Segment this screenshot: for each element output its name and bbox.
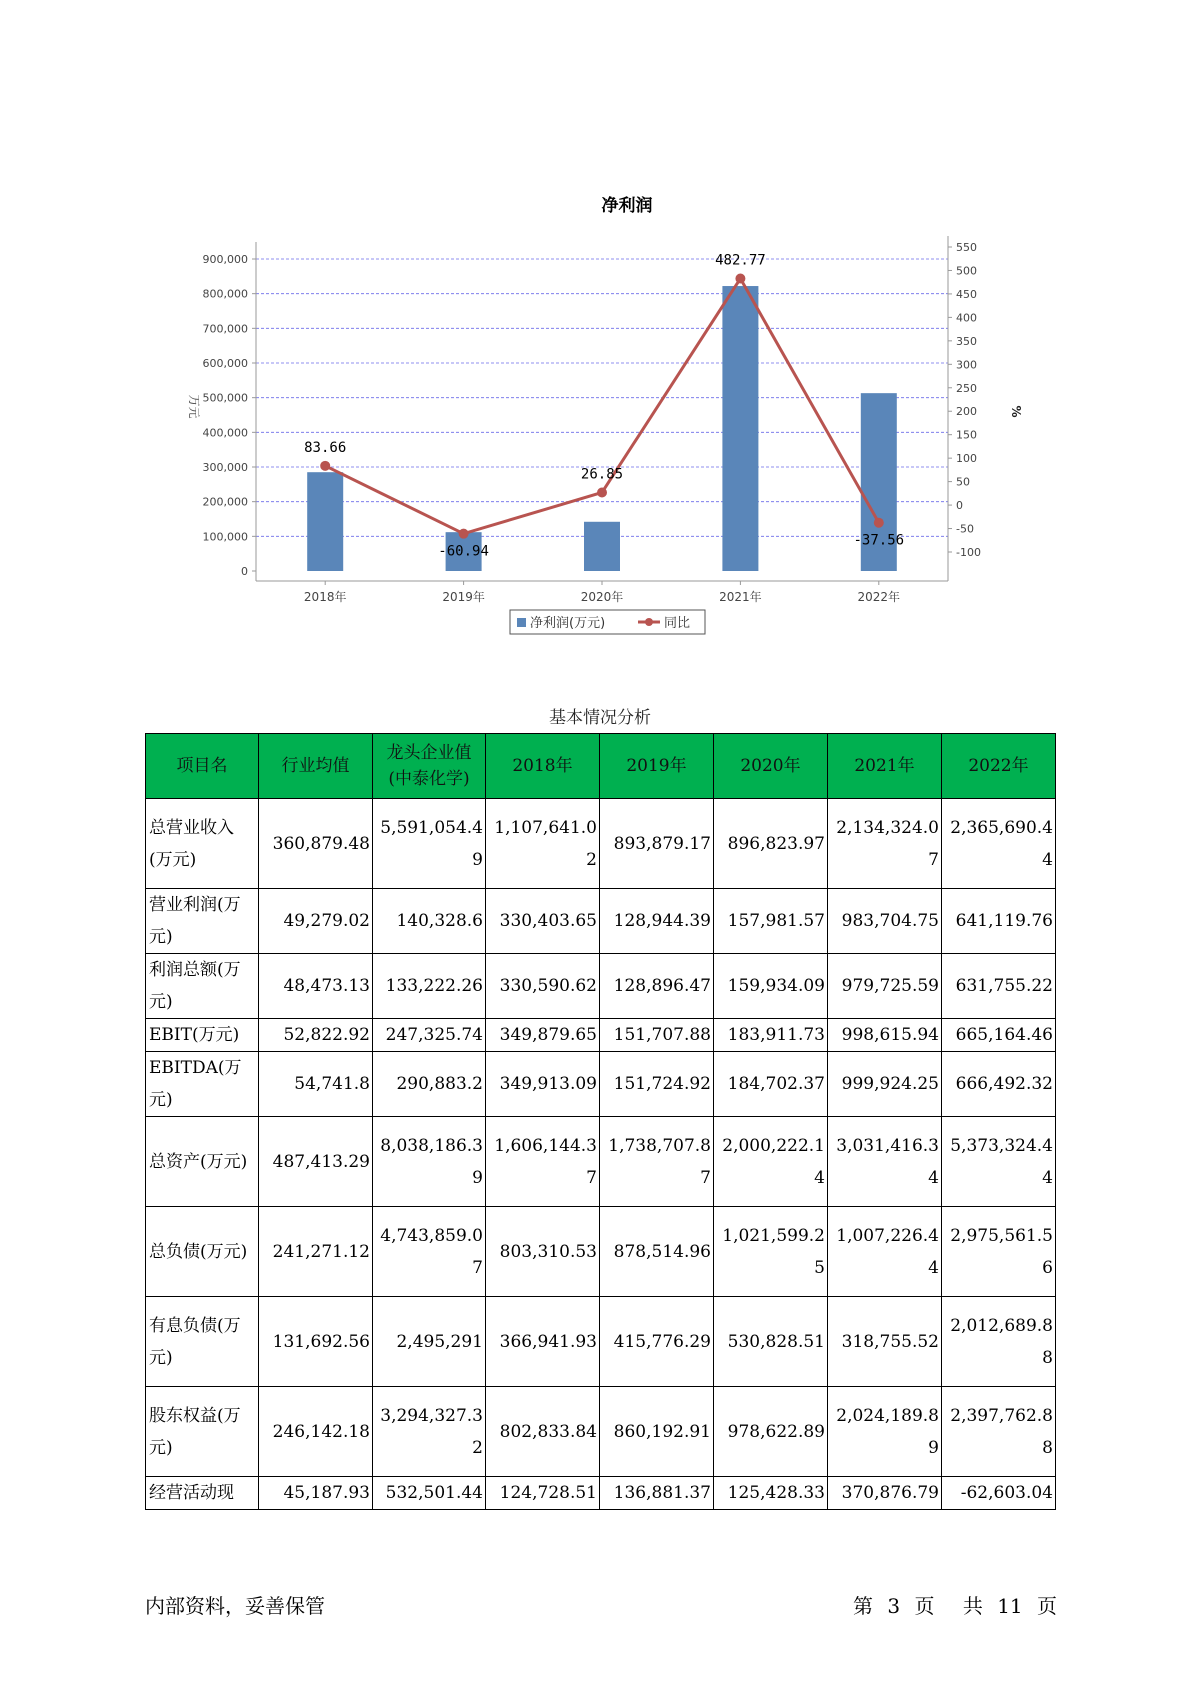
y-right-tick-label: 50: [956, 475, 970, 489]
y-right-tick-label: 300: [956, 358, 977, 372]
table-cell: 665,164.46: [942, 1019, 1056, 1052]
table-cell: 349,879.65: [486, 1019, 600, 1052]
table-row: [146, 1207, 1056, 1297]
table-cell: 370,876.79: [828, 1477, 942, 1510]
table-cell: 128,944.39: [600, 889, 714, 954]
y-right-tick-label: 450: [956, 287, 977, 301]
yoy-point: [735, 274, 745, 284]
table-cell: -62,603.04: [942, 1477, 1056, 1510]
footer-page-info: [845, 1590, 1057, 1619]
table-cell: 978,622.89: [714, 1387, 828, 1477]
y-right-tick-label: 550: [956, 241, 977, 254]
basic-analysis-table: [145, 733, 1056, 1510]
table-cell: 48,473.13: [259, 954, 373, 1019]
table-cell: 159,934.09: [714, 954, 828, 1019]
table-cell: 128,896.47: [600, 954, 714, 1019]
table-cell: 1,606,144.37: [486, 1117, 600, 1207]
table-cell: 979,725.59: [828, 954, 942, 1019]
col-header-2021: 2021年: [828, 734, 942, 799]
table-cell: 2,397,762.88: [942, 1387, 1056, 1477]
table-cell: 184,702.37: [714, 1052, 828, 1117]
table-cell: 5,373,324.44: [942, 1117, 1056, 1207]
table-cell: 998,615.94: [828, 1019, 942, 1052]
y-right-tick-label: -100: [956, 546, 981, 559]
row-label: 经营活动现: [146, 1477, 259, 1510]
table-cell: 183,911.73: [714, 1019, 828, 1052]
row-label: 有息负债(万元): [146, 1297, 259, 1387]
yoy-point: [320, 461, 330, 471]
table-cell: 860,192.91: [600, 1387, 714, 1477]
table-cell: 5,591,054.49: [373, 799, 486, 889]
table-cell: 151,724.92: [600, 1052, 714, 1117]
legend-bar-label: 净利润(万元): [530, 616, 606, 631]
table-row: [146, 1052, 1056, 1117]
table-cell: 666,492.32: [942, 1052, 1056, 1117]
table-title: 基本情况分析: [549, 708, 651, 728]
y-right-tick-label: 0: [956, 499, 963, 513]
y-left-tick-label: 600,000: [202, 357, 248, 370]
y-right-tick-label: 150: [956, 428, 977, 442]
footer-confidential-note: 内部资料，妥善保管: [145, 1594, 325, 1618]
table-row: [146, 1297, 1056, 1387]
table-cell: 896,823.97: [714, 799, 828, 889]
chart-svg: [160, 190, 1030, 660]
yoy-point: [597, 487, 607, 497]
table-cell: 247,325.74: [373, 1019, 486, 1052]
table-cell: 2,012,689.88: [942, 1297, 1056, 1387]
x-tick-label: 2022年: [857, 590, 901, 604]
table-cell: 1,107,641.02: [486, 799, 600, 889]
table-cell: 246,142.18: [259, 1387, 373, 1477]
y-left-tick-label: 400,000: [202, 426, 248, 440]
table-cell: 45,187.93: [259, 1477, 373, 1510]
col-header-2022: 2022年: [942, 734, 1056, 799]
table-cell: 133,222.26: [373, 954, 486, 1019]
table-cell: 124,728.51: [486, 1477, 600, 1510]
table-cell: 2,000,222.14: [714, 1117, 828, 1207]
table-cell: 366,941.93: [486, 1297, 600, 1387]
table-cell: 125,428.33: [714, 1477, 828, 1510]
row-label: EBIT(万元): [146, 1019, 259, 1052]
table-cell: 983,704.75: [828, 889, 942, 954]
yoy-data-label: 83.66: [304, 439, 347, 456]
table-cell: 3,294,327.32: [373, 1387, 486, 1477]
yoy-data-label: -37.56: [853, 532, 905, 549]
y-right-axis-label: %: [1009, 405, 1023, 418]
yoy-point: [874, 518, 884, 528]
table-row: [146, 1019, 1056, 1052]
y-left-tick-label: 0: [241, 565, 248, 578]
col-header-leader-value: 龙头企业值(中泰化学): [373, 734, 486, 799]
row-label: 总资产(万元): [146, 1117, 259, 1207]
col-header-2020: 2020年: [714, 734, 828, 799]
bar: [307, 472, 343, 571]
table-cell: 54,741.8: [259, 1052, 373, 1117]
table-cell: 1,021,599.25: [714, 1207, 828, 1297]
y-left-tick-label: 500,000: [202, 391, 248, 405]
row-label: 总营业收入(万元): [146, 799, 259, 889]
table-cell: 415,776.29: [600, 1297, 714, 1387]
row-label: 股东权益(万元): [146, 1387, 259, 1477]
table-cell: 2,134,324.07: [828, 799, 942, 889]
total-suffix: 页: [1037, 1594, 1057, 1618]
x-tick-label: 2020年: [580, 590, 624, 604]
row-label: 营业利润(万元): [146, 889, 259, 954]
table-cell: 4,743,859.07: [373, 1207, 486, 1297]
table-cell: 318,755.52: [828, 1297, 942, 1387]
y-left-tick-label: 300,000: [202, 461, 248, 474]
table-cell: 999,924.25: [828, 1052, 942, 1117]
table-header-row: [146, 734, 1056, 799]
table-cell: 131,692.56: [259, 1297, 373, 1387]
row-label: 总负债(万元): [146, 1207, 259, 1297]
table-cell: 1,738,707.87: [600, 1117, 714, 1207]
table-cell: 136,881.37: [600, 1477, 714, 1510]
total-prefix: 共: [962, 1594, 983, 1618]
table-body: [146, 799, 1056, 1510]
col-header-2018: 2018年: [486, 734, 600, 799]
table-cell: 803,310.53: [486, 1207, 600, 1297]
yoy-point: [459, 529, 469, 539]
y-right-tick-label: 500: [956, 264, 977, 278]
table-row: [146, 1387, 1056, 1477]
table-cell: 140,328.6: [373, 889, 486, 954]
y-right-tick-label: -50: [956, 522, 974, 536]
table-cell: 241,271.12: [259, 1207, 373, 1297]
legend-line-label: 同比: [664, 616, 691, 631]
bar: [584, 522, 620, 571]
table-cell: 8,038,186.39: [373, 1117, 486, 1207]
row-label: EBITDA(万元): [146, 1052, 259, 1117]
page-number: 3: [887, 1594, 901, 1618]
table-cell: 52,822.92: [259, 1019, 373, 1052]
col-header-item-name: 项目名: [146, 734, 259, 799]
y-left-axis-label: 万元: [187, 394, 201, 419]
table-cell: 878,514.96: [600, 1207, 714, 1297]
y-right-tick-label: 350: [956, 334, 977, 348]
yoy-data-label: 26.85: [580, 466, 624, 483]
y-left-tick-label: 100,000: [202, 530, 248, 544]
y-right-tick-label: 200: [956, 405, 977, 419]
table-cell: 487,413.29: [259, 1117, 373, 1207]
chart-title: 净利润: [601, 196, 653, 216]
table-row: [146, 889, 1056, 954]
table-cell: 532,501.44: [373, 1477, 486, 1510]
table-cell: 631,755.22: [942, 954, 1056, 1019]
table-cell: 330,403.65: [486, 889, 600, 954]
legend-line-marker: [645, 618, 653, 626]
table-cell: 802,833.84: [486, 1387, 600, 1477]
y-left-tick-label: 900,000: [202, 253, 248, 266]
net-profit-chart: [160, 190, 1030, 660]
table-cell: 151,707.88: [600, 1019, 714, 1052]
table-cell: 49,279.02: [259, 889, 373, 954]
legend-bar-swatch: [517, 618, 526, 627]
x-tick-label: 2018年: [303, 590, 347, 604]
table-cell: 3,031,416.34: [828, 1117, 942, 1207]
bar: [722, 286, 758, 571]
table-cell: 2,975,561.56: [942, 1207, 1056, 1297]
page-prefix: 第: [853, 1594, 874, 1618]
table-row: [146, 1477, 1056, 1510]
x-tick-label: 2021年: [719, 590, 762, 604]
y-right-tick-label: 100: [956, 452, 977, 466]
y-right-tick-label: 250: [956, 381, 977, 395]
y-right-tick-label: 400: [956, 311, 977, 325]
table-cell: 530,828.51: [714, 1297, 828, 1387]
total-pages: 11: [997, 1594, 1023, 1618]
yoy-data-label: 482.77: [715, 252, 766, 269]
table-row: [146, 954, 1056, 1019]
table-cell: 2,024,189.89: [828, 1387, 942, 1477]
row-label: 利润总额(万元): [146, 954, 259, 1019]
table-cell: 349,913.09: [486, 1052, 600, 1117]
table-cell: 641,119.76: [942, 889, 1056, 954]
x-tick-label: 2019年: [442, 590, 485, 604]
table-cell: 157,981.57: [714, 889, 828, 954]
table-cell: 330,590.62: [486, 954, 600, 1019]
yoy-data-label: -60.94: [438, 543, 489, 560]
table-cell: 893,879.17: [600, 799, 714, 889]
y-left-tick-label: 200,000: [202, 495, 248, 509]
table-cell: 360,879.48: [259, 799, 373, 889]
table-cell: 2,365,690.44: [942, 799, 1056, 889]
y-left-tick-label: 800,000: [202, 287, 248, 301]
y-left-tick-label: 700,000: [202, 322, 248, 336]
col-header-industry-avg: 行业均值: [259, 734, 373, 799]
table-row: [146, 799, 1056, 889]
table-row: [146, 1117, 1056, 1207]
table-cell: 2,495,291: [373, 1297, 486, 1387]
page-suffix: 页: [914, 1594, 935, 1618]
col-header-2019: 2019年: [600, 734, 714, 799]
table-cell: 1,007,226.44: [828, 1207, 942, 1297]
table-cell: 290,883.2: [373, 1052, 486, 1117]
